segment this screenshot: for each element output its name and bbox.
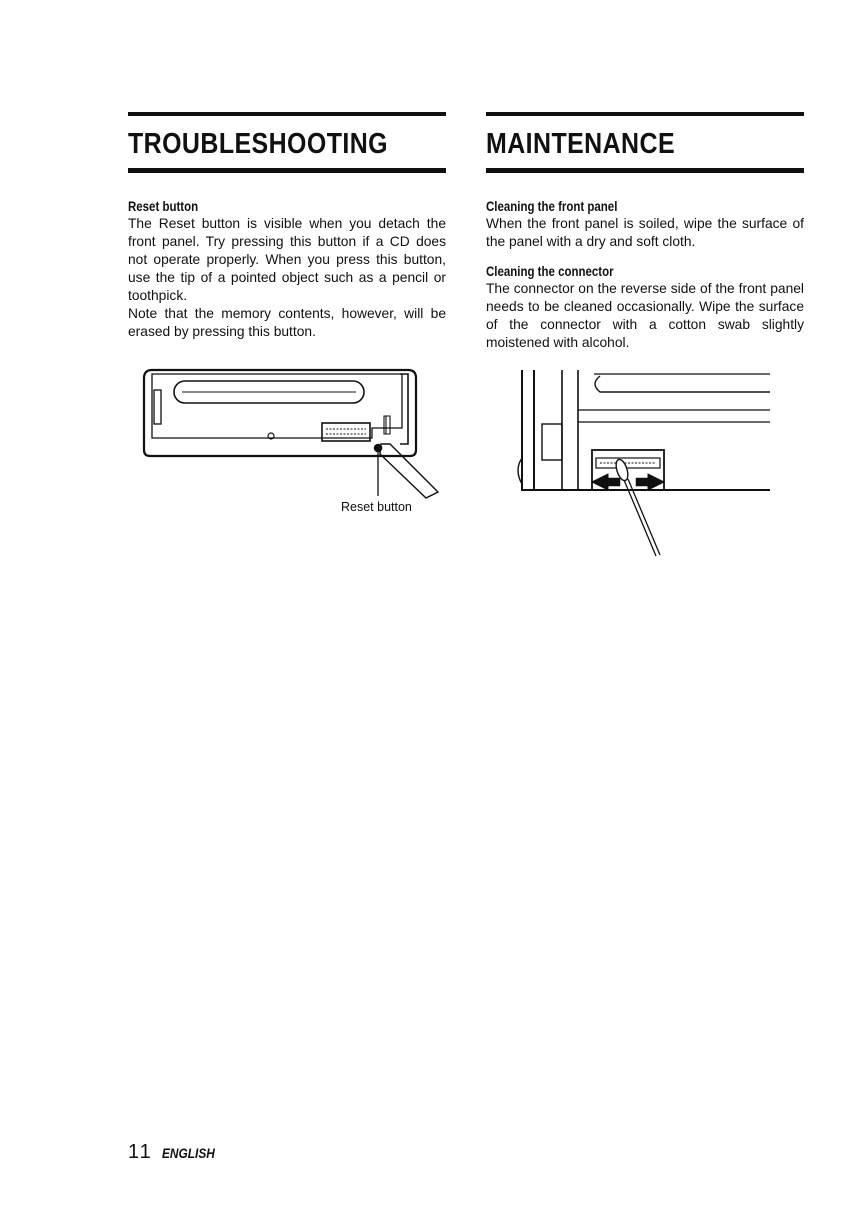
cleaning-front-panel-paragraph: When the front panel is soiled, wipe the surface of the panel with a dry and soft cloth. <box>486 216 804 249</box>
title-rule-top <box>486 112 804 116</box>
reset-button-heading: Reset button <box>128 198 199 214</box>
page-number: 11 <box>128 1141 153 1163</box>
maintenance-title: MAINTENANCE <box>486 128 676 160</box>
reset-button-paragraph: The Reset button is visible when you detach the front panel. Try pressing this button if a CD does not operate properly. When you press this button, use the tip of a pointed object such as a pencil or toothpick. <box>128 216 446 303</box>
cleaning-connector-heading: Cleaning the connector <box>486 263 614 279</box>
title-rule-top <box>128 112 446 116</box>
page-footer <box>128 1140 225 1165</box>
troubleshooting-title: TROUBLESHOOTING <box>128 128 389 160</box>
maintenance-section <box>486 112 804 352</box>
language-label: ENGLISH <box>162 1145 216 1161</box>
title-rule-bottom <box>128 168 446 173</box>
connector-cleaning-illustration <box>514 366 776 566</box>
title-rule-bottom <box>486 168 804 173</box>
troubleshooting-section <box>128 112 446 341</box>
cleaning-front-panel-heading: Cleaning the front panel <box>486 198 618 214</box>
cleaning-connector-paragraph: The connector on the reverse side of the front panel needs to be cleaned occasionally. Wipe the surface of the connector with a cotton swab slightly moistened with alcohol. <box>486 281 804 350</box>
reset-button-caption: Reset button <box>341 500 412 514</box>
memory-note-paragraph: Note that the memory contents, however, will be erased by pressing this button. <box>128 306 446 339</box>
